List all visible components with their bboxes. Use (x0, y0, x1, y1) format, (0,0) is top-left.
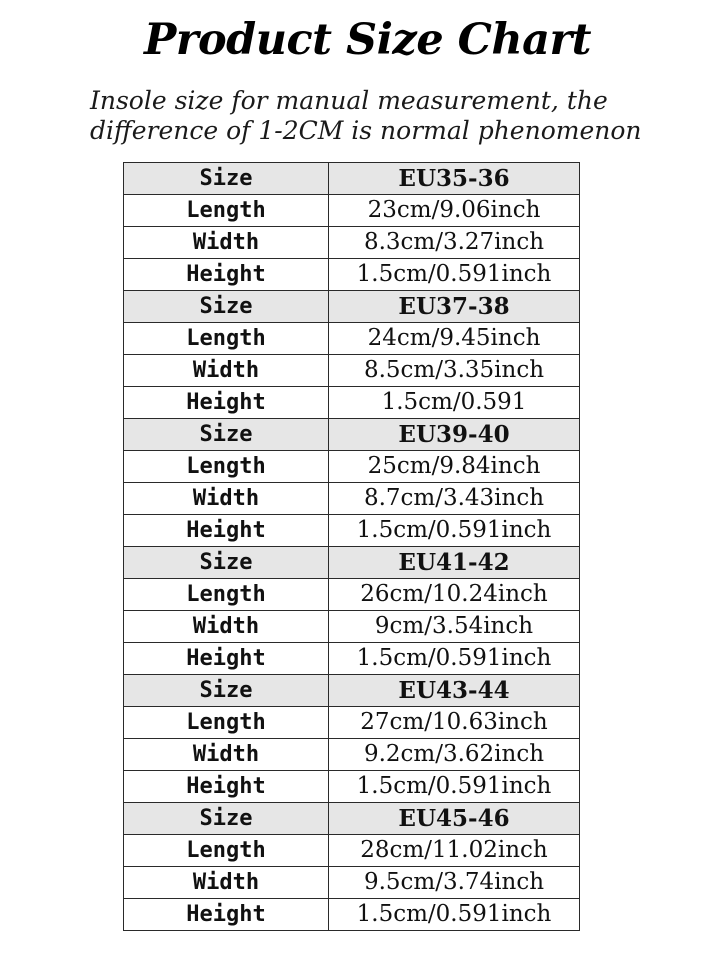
table-row-width (124, 483, 580, 515)
table-row-width (124, 739, 580, 771)
height-value: 1.5cm/0.591inch (329, 771, 580, 803)
height-label: Height (124, 771, 329, 803)
width-value: 8.5cm/3.35inch (329, 355, 580, 387)
size-value: EU35-36 (329, 163, 580, 195)
width-label: Width (124, 227, 329, 259)
measurement-note-line-1: Insole size for manual measurement, the (90, 86, 608, 115)
size-value: EU39-40 (329, 419, 580, 451)
measurement-note (90, 86, 710, 146)
width-value: 9.2cm/3.62inch (329, 739, 580, 771)
table-row-length (124, 323, 580, 355)
height-value: 1.5cm/0.591inch (329, 643, 580, 675)
table-row-length (124, 835, 580, 867)
length-value: 24cm/9.45inch (329, 323, 580, 355)
length-value: 28cm/11.02inch (329, 835, 580, 867)
height-value: 1.5cm/0.591 (329, 387, 580, 419)
table-row-width (124, 867, 580, 899)
size-label: Size (124, 803, 329, 835)
table-row-height (124, 771, 580, 803)
length-label: Length (124, 579, 329, 611)
table-row-size (124, 163, 580, 195)
width-label: Width (124, 611, 329, 643)
table-row-length (124, 707, 580, 739)
length-label: Length (124, 195, 329, 227)
table-row-size (124, 803, 580, 835)
size-chart-table (123, 162, 580, 931)
width-value: 8.3cm/3.27inch (329, 227, 580, 259)
length-label: Length (124, 707, 329, 739)
size-label: Size (124, 419, 329, 451)
page-title: Product Size Chart (144, 15, 592, 65)
length-value: 27cm/10.63inch (329, 707, 580, 739)
size-label: Size (124, 291, 329, 323)
length-label: Length (124, 451, 329, 483)
width-value: 9cm/3.54inch (329, 611, 580, 643)
width-label: Width (124, 483, 329, 515)
size-label: Size (124, 675, 329, 707)
measurement-note-line-2: difference of 1-2CM is normal phenomenon (90, 116, 642, 145)
table-row-size (124, 675, 580, 707)
size-label: Size (124, 163, 329, 195)
table-row-size (124, 419, 580, 451)
height-value: 1.5cm/0.591inch (329, 515, 580, 547)
length-value: 26cm/10.24inch (329, 579, 580, 611)
size-value: EU41-42 (329, 547, 580, 579)
size-label: Size (124, 547, 329, 579)
table-row-width (124, 355, 580, 387)
table-row-height (124, 515, 580, 547)
height-value: 1.5cm/0.591inch (329, 259, 580, 291)
table-row-height (124, 899, 580, 931)
width-label: Width (124, 355, 329, 387)
length-value: 23cm/9.06inch (329, 195, 580, 227)
table-row-size (124, 291, 580, 323)
size-value: EU43-44 (329, 675, 580, 707)
table-row-width (124, 227, 580, 259)
height-label: Height (124, 643, 329, 675)
height-label: Height (124, 515, 329, 547)
width-value: 8.7cm/3.43inch (329, 483, 580, 515)
length-label: Length (124, 835, 329, 867)
table-row-height (124, 387, 580, 419)
table-row-length (124, 451, 580, 483)
size-value: EU45-46 (329, 803, 580, 835)
table-row-height (124, 643, 580, 675)
height-value: 1.5cm/0.591inch (329, 899, 580, 931)
height-label: Height (124, 387, 329, 419)
width-label: Width (124, 867, 329, 899)
size-value: EU37-38 (329, 291, 580, 323)
table-row-size (124, 547, 580, 579)
length-value: 25cm/9.84inch (329, 451, 580, 483)
height-label: Height (124, 259, 329, 291)
table-row-height (124, 259, 580, 291)
table-row-width (124, 611, 580, 643)
height-label: Height (124, 899, 329, 931)
table-row-length (124, 579, 580, 611)
length-label: Length (124, 323, 329, 355)
width-value: 9.5cm/3.74inch (329, 867, 580, 899)
width-label: Width (124, 739, 329, 771)
table-row-length (124, 195, 580, 227)
